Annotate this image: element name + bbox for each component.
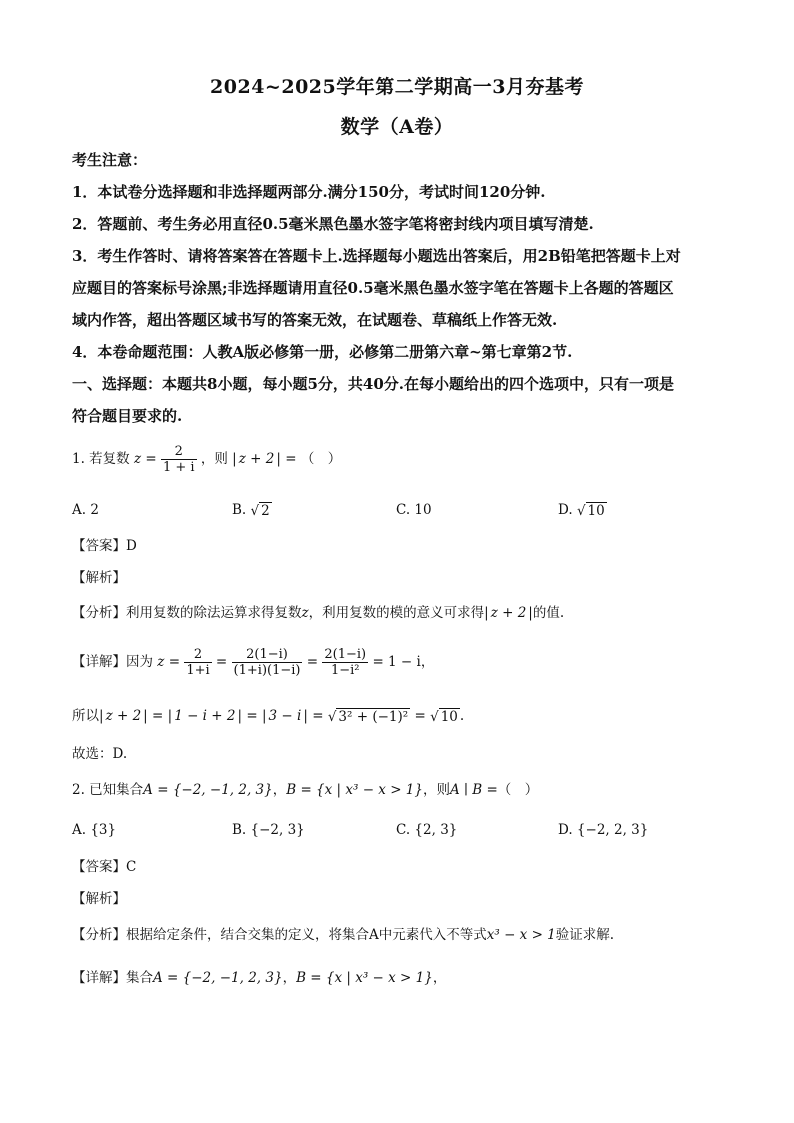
notice-item-3-line-1: 3．考生作答时、请将答案答在答题卡上.选择题每小题选出答案后，用2B铅笔把答题卡上对 bbox=[72, 247, 681, 265]
q1-fraction bbox=[161, 444, 197, 475]
q2-option-b: B. {−2, 3} bbox=[232, 822, 305, 838]
sqrt-icon: √ 3² + (−1)² bbox=[327, 708, 409, 725]
notice-heading: 考生注意： bbox=[72, 151, 148, 169]
notice-item-3-line-2: 应题目的答案标号涂黑;非选择题请用直径0.5毫米黑色墨水签字笔在答题卡上各题的答题区 bbox=[72, 279, 674, 297]
q1-stem bbox=[72, 442, 732, 476]
q1-option-b: B. √ 2 bbox=[232, 502, 270, 519]
q2-stem: 2. 已知集合A = {−2, −1, 2, 3}，B = {x | x³ − x > 1}，则A ∣ B =（ ） bbox=[72, 782, 539, 798]
q1-option-d: D. √ 10 bbox=[558, 502, 605, 519]
sqrt-icon: √ 10 bbox=[430, 708, 458, 725]
exam-subtitle: 数学（A卷） bbox=[340, 116, 454, 138]
q1-analysis-tag: 【解析】 bbox=[72, 570, 126, 586]
q1-frac-num: 2 bbox=[174, 444, 183, 459]
q1-option-c: C. 10 bbox=[396, 502, 432, 518]
q1-prefix: 1. 若复数 bbox=[72, 451, 130, 467]
q2-analysis-tag: 【解析】 bbox=[72, 891, 126, 907]
q2-option-a: A. {3} bbox=[72, 822, 117, 838]
q2-option-d: D. {−2, 2, 3} bbox=[558, 822, 649, 838]
notice-item-2: 2．答题前、考生务必用直径0.5毫米黑色墨水签字笔将密封线内项目填写清楚. bbox=[72, 215, 594, 233]
notice-item-1: 1．本试卷分选择题和非选择题两部分.满分150分，考试时间120分钟. bbox=[72, 183, 546, 201]
q2-option-c: C. {2, 3} bbox=[396, 822, 458, 838]
sqrt-icon: √ 2 bbox=[250, 502, 270, 519]
q1-choose: 故选：D. bbox=[72, 746, 128, 762]
q1-abs: | z + 2 | bbox=[232, 451, 281, 467]
q1-so: 所以| z + 2 | = | 1 − i + 2 | = | 3 − i | = √ 3² + (−1)² = √ 10 . bbox=[72, 708, 465, 725]
exam-title: 2024~2025学年第二学期高一3月夯基考 bbox=[210, 76, 584, 98]
q1-mid: ，则 bbox=[200, 451, 228, 467]
q1-eq: = bbox=[285, 451, 297, 467]
notice-item-4: 4．本卷命题范围：人教A版必修第一册，必修第二册第六章~第七章第2节. bbox=[72, 343, 573, 361]
q1-fenxi: 【分析】利用复数的除法运算求得复数z，利用复数的模的意义可求得| z + 2 |的值. bbox=[72, 605, 565, 621]
q2-fenxi: 【分析】根据给定条件，结合交集的定义，将集合A中元素代入不等式x³ − x > 1验证求解. bbox=[72, 927, 615, 943]
q1-answer: 【答案】D bbox=[72, 538, 137, 554]
q2-detail: 【详解】集合A = {−2, −1, 2, 3}，B = {x | x³ − x > 1}， bbox=[72, 970, 447, 986]
section-1-heading-line-2: 符合题目要求的. bbox=[72, 407, 183, 425]
q1-detail: 【详解】因为 z = $\frac{2}{1+i}$ = $\frac{2(1-i)}{(1+i)(1-i)}$ = $\frac{2(1-i)}{\text{1−i²}}$ = 1 − i， bbox=[72, 647, 435, 678]
sqrt-icon: √ 10 bbox=[576, 502, 605, 519]
q2-answer: 【答案】C bbox=[72, 859, 137, 875]
notice-item-3-line-3: 域内作答，超出答题区域书写的答案无效，在试题卷、草稿纸上作答无效. bbox=[72, 311, 558, 329]
section-1-heading-line-1: 一、选择题：本题共8小题，每小题5分，共40分.在每小题给出的四个选项中，只有一项是 bbox=[72, 375, 674, 393]
q1-detail-frac-3: $\frac{2(1-i)}{\text{1−i²}}$ bbox=[324, 647, 367, 678]
q1-detail-frac-2: $\frac{2(1-i)}{(1+i)(1-i)}$ bbox=[233, 647, 301, 678]
q1-option-a: A. 2 bbox=[72, 502, 99, 518]
q1-frac-den: 1 + i bbox=[162, 460, 195, 475]
q1-detail-frac-1: $\frac{2}{1+i}$ bbox=[186, 647, 210, 678]
q1-blank: （ ） bbox=[300, 451, 342, 467]
q1-z-eq: z = bbox=[133, 451, 157, 467]
